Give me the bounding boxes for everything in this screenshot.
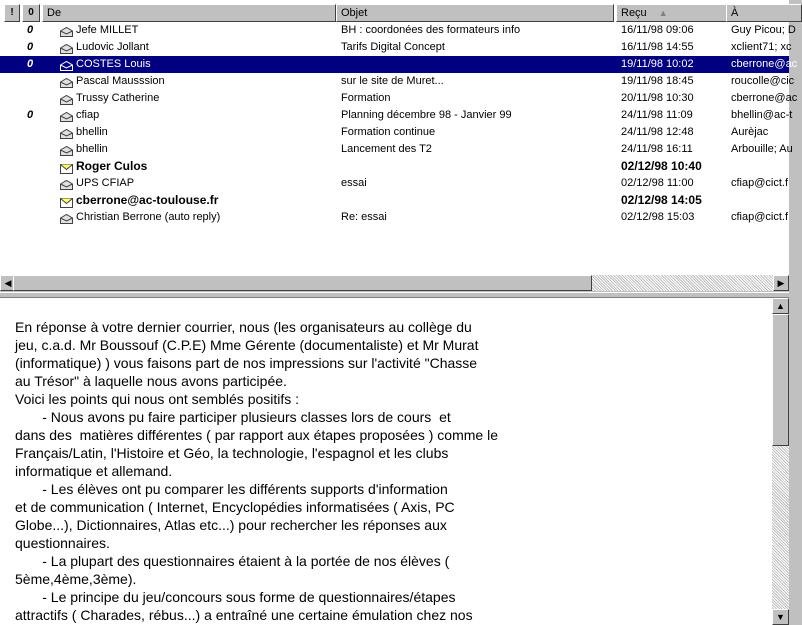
column-to[interactable] [726,4,802,22]
message-from: Roger Culos [76,159,148,173]
message-received: 19/11/98 10:02 [621,58,694,70]
column-attachment[interactable] [22,4,40,22]
message-to: Aurèjac [731,126,769,138]
open-envelope-icon [60,128,73,137]
scroll-down-button[interactable]: ▼ [772,609,789,625]
message-to: bhellin@ac-t [731,109,793,121]
paperclip-icon: 0 [28,7,34,18]
to-header-label: À [731,7,739,19]
message-subject: Formation [341,92,391,104]
message-from: bhellin [76,143,108,155]
message-from: Jefe MILLET [76,24,139,36]
body-line: En réponse à votre dernier courrier, nous (les organisateurs au collège du [15,319,472,335]
message-received: 16/11/98 14:55 [621,41,694,53]
body-line: Français/Latin, l'Histoire et Géo, la technologie, l'espagnol et les clubs [15,445,449,461]
message-row[interactable] [0,141,793,158]
message-subject: Lancement des T2 [341,143,432,155]
column-header-bar [0,4,789,22]
body-line: 5ème,4ème,3ème). [15,571,137,587]
open-envelope-icon [60,60,73,69]
open-envelope-icon [60,179,73,188]
message-from: Christian Berrone (auto reply) [76,211,221,223]
message-from: cberrone@ac-toulouse.fr [76,193,219,207]
body-line: Globe...), Dictionnaires, Atlas etc...) pour rechercher les réponses aux [15,517,447,533]
message-subject: sur le site de Muret... [341,75,444,87]
message-received: 02/12/98 14:05 [621,193,702,207]
body-line: (informatique) ) vous faisons part de nos impressions sur l'activité "Chasse [15,355,478,371]
message-row[interactable] [0,209,789,226]
message-received: 24/11/98 12:48 [621,126,694,138]
scroll-up-button[interactable]: ▲ [772,298,789,314]
paperclip-icon: 0 [27,109,34,121]
sort-ascending-icon: ▲ [658,8,668,18]
open-envelope-icon [60,94,73,103]
message-received: 24/11/98 16:11 [621,143,693,155]
flag-header-label: ! [10,7,14,18]
body-line: dans des matières différentes ( par rapport aux étapes proposées ) comme le [15,427,498,443]
message-row[interactable] [0,175,789,192]
body-line: Voici les points qui nous ont semblés positifs : [15,391,300,407]
message-subject: Tarifs Digital Concept [341,41,445,53]
closed-envelope-icon [60,196,73,205]
message-to: cberrone@ac [731,92,798,104]
message-from: Trussy Catherine [76,92,160,104]
message-subject: Re: essai [341,211,387,223]
body-line: au Trésor" à laquelle nous avons participée. [15,373,287,389]
message-from: Pascal Mausssion [76,75,165,87]
message-list[interactable] [0,0,798,293]
paperclip-icon: 0 [27,41,34,53]
message-to: xclient71; xc [731,41,792,53]
body-line: jeu, c.a.d. Mr Boussouf (C.P.E) Mme Gérente (documentaliste) et Mr Murat [15,337,479,353]
body-line: - La plupart des questionnaires étaient à la portée de nos élèves ( [15,553,450,569]
message-from: Ludovic Jollant [76,41,149,53]
message-received: 02/12/98 10:40 [621,159,702,173]
message-row[interactable] [0,192,789,209]
open-envelope-icon [60,213,73,222]
from-header-label: De [47,7,62,19]
message-to: cberrone@ac [731,58,798,70]
message-to: roucolle@cic [731,75,795,87]
message-row[interactable] [0,124,789,141]
body-line: - Les élèves ont pu comparer les différents supports d'information [15,481,448,497]
message-body [15,318,498,624]
message-row[interactable] [0,158,789,175]
horizontal-scrollbar[interactable] [0,275,789,292]
body-line: - Nous avons pu faire participer plusieurs classes lors de cours et [15,409,451,425]
message-to: Arbouille; Au [731,143,793,155]
paperclip-icon: 0 [27,24,34,36]
column-flag[interactable] [4,4,20,22]
message-to: Guy Picou; D [731,24,796,36]
received-header-label: Reçu [621,7,647,19]
message-to: cfiap@cict.f [731,177,789,189]
closed-envelope-icon [60,162,73,171]
message-received: 16/11/98 09:06 [621,24,694,36]
paperclip-icon: 0 [27,58,34,70]
message-preview[interactable] [0,298,772,625]
message-row[interactable] [0,39,792,56]
column-from[interactable] [42,4,336,22]
message-row[interactable] [0,107,793,124]
column-received[interactable] [616,4,728,22]
scroll-right-button[interactable]: ▶ [773,275,789,291]
open-envelope-icon [60,111,73,120]
open-envelope-icon [60,145,73,154]
message-received: 02/12/98 11:00 [621,177,694,189]
message-subject: BH : coordonées des formateurs info [341,24,521,36]
message-row[interactable] [0,73,795,90]
column-subject[interactable] [336,4,614,22]
message-from: UPS CFIAP [76,177,135,189]
horizontal-scroll-track[interactable] [592,275,773,291]
message-row[interactable] [0,22,796,39]
body-line: - Le principe du jeu/concours sous forme de questionnaires/étapes [15,589,456,605]
message-received: 20/11/98 10:30 [621,92,694,104]
message-row[interactable] [0,56,798,73]
body-line: questionnaires. [15,535,110,551]
vertical-scrollbar[interactable] [772,298,789,625]
message-from: cfiap [76,109,100,121]
message-received: 19/11/98 18:45 [621,75,694,87]
vertical-scroll-thumb[interactable] [772,314,789,446]
scroll-left-button[interactable]: ◀ [0,275,16,291]
body-line: attractifs ( Charades, rébus...) a entraîné une certaine émulation chez nos [15,607,473,623]
horizontal-scroll-thumb[interactable] [13,275,592,291]
message-from: bhellin [76,126,108,138]
open-envelope-icon [60,43,73,52]
message-subject: Planning décembre 98 - Janvier 99 [341,109,512,121]
message-from: COSTES Louis [76,58,151,70]
message-received: 02/12/98 15:03 [621,211,695,223]
message-received: 24/11/98 11:09 [621,109,693,121]
subject-header-label: Objet [341,7,368,19]
message-to: cfiap@cict.f [731,211,789,223]
message-row[interactable] [0,90,798,107]
message-subject: essai [341,177,367,189]
open-envelope-icon [60,77,73,86]
body-line: et de communication ( Internet, Encyclopédies informatisées ( Axis, PC [15,499,455,515]
message-subject: Formation continue [341,126,436,138]
open-envelope-icon [60,26,73,35]
body-line: informatique et allemand. [15,463,173,479]
